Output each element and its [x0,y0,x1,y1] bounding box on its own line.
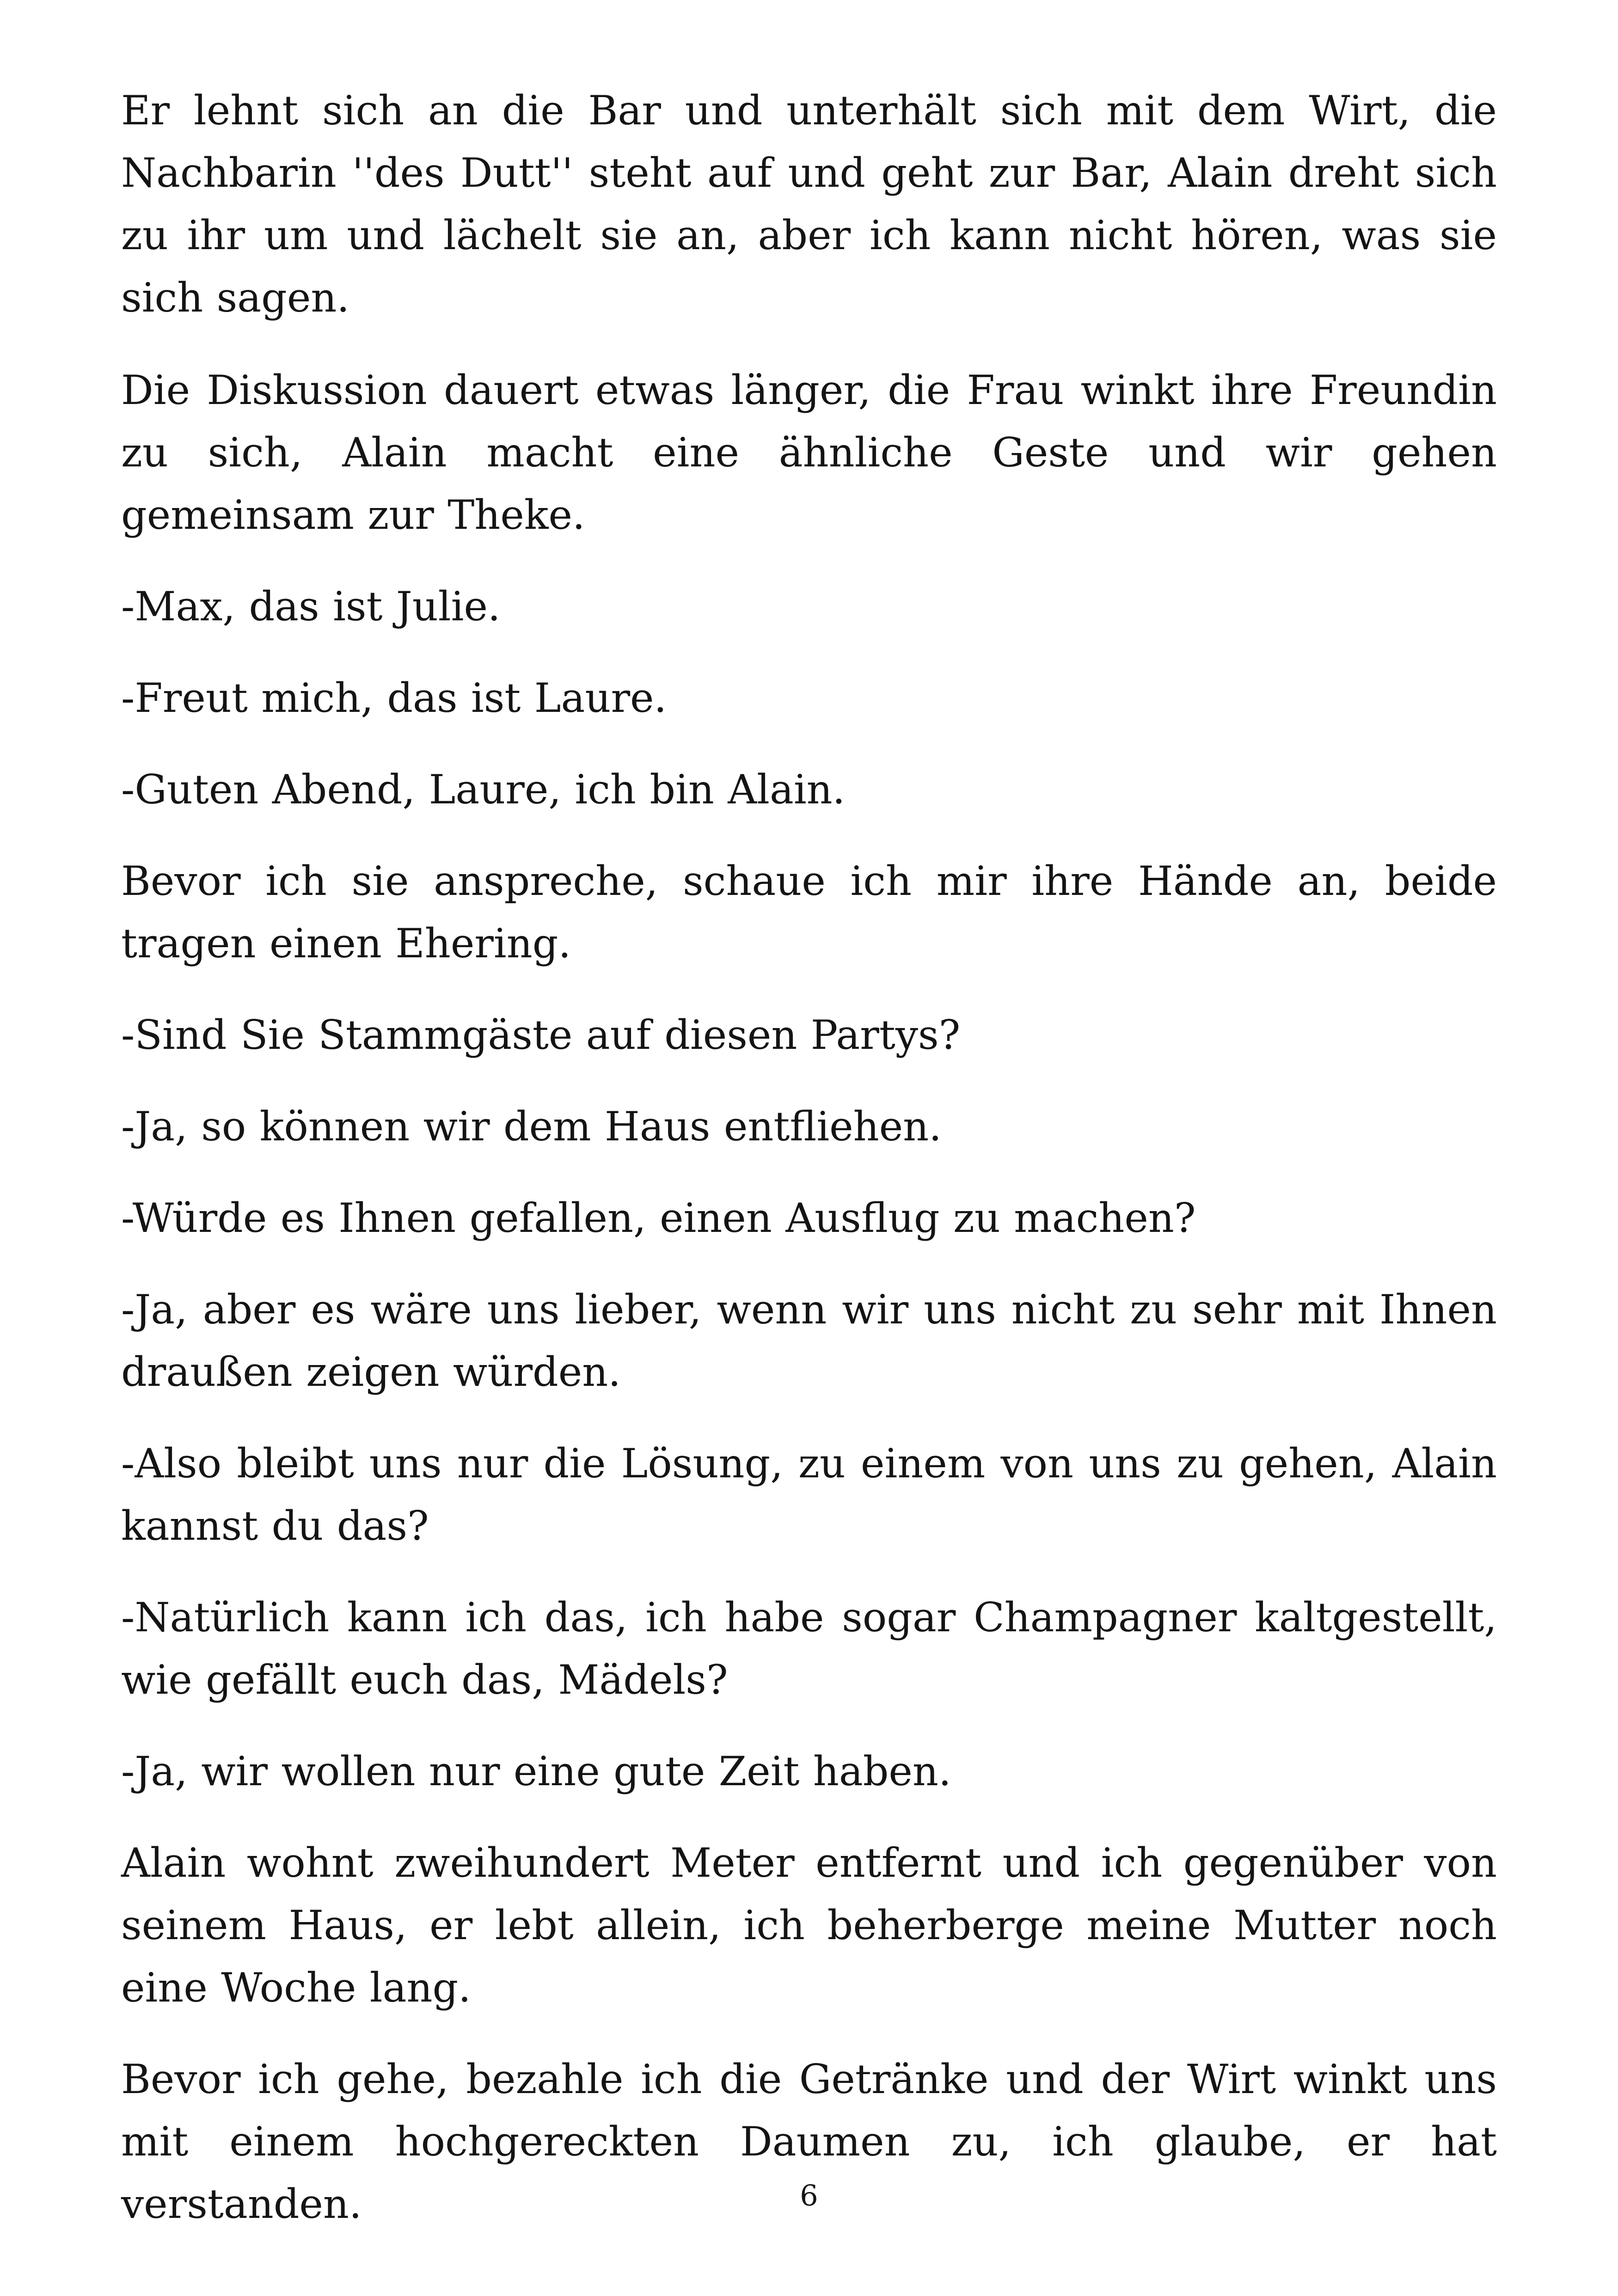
paragraph: Bevor ich gehe, bezahle ich die Getränke und der Wirt winkt uns mit einem hochgereckten Daumen zu, ich glaube, er hat verstanden. [121,2056,1497,2228]
document-body [121,80,1497,2235]
dialogue-line: -Also bleibt uns nur die Lösung, zu einem von uns zu gehen, Alain kannst du das? [121,1440,1497,1549]
dialogue-line: -Ja, aber es wäre uns lieber, wenn wir uns nicht zu sehr mit Ihnen draußen zeigen würden. [121,1286,1497,1396]
dialogue-line: -Max, das ist Julie. [121,583,501,630]
dialogue-line: -Natürlich kann ich das, ich habe sogar Champagner kaltgestellt, wie gefällt euch das, Mädels? [121,1594,1497,1703]
paragraph: Er lehnt sich an die Bar und unterhält sich mit dem Wirt, die Nachbarin ''des Dutt'' steht auf und geht zur Bar, Alain dreht sich zu ihr um und lächelt sie an, aber ich kann nicht hören, was sie sich sagen. [121,87,1497,321]
paragraph: Bevor ich sie anspreche, schaue ich mir ihre Hände an, beide tragen einen Ehering. [121,857,1497,967]
dialogue-line: -Ja, wir wollen nur eine gute Zeit haben. [121,1748,951,1795]
dialogue-line: -Freut mich, das ist Laure. [121,674,667,722]
dialogue-line: -Sind Sie Stammgäste auf diesen Partys? [121,1011,961,1059]
dialogue-line: -Würde es Ihnen gefallen, einen Ausflug zu machen? [121,1194,1196,1242]
dialogue-line: -Ja, so können wir dem Haus entfliehen. [121,1103,942,1150]
dialogue-line: -Guten Abend, Laure, ich bin Alain. [121,766,846,813]
paragraph: Die Diskussion dauert etwas länger, die Frau winkt ihre Freundin zu sich, Alain macht eine ähnliche Geste und wir gehen gemeinsam zur Theke. [121,367,1497,539]
page-number: 6 [800,2179,818,2212]
paragraph: Alain wohnt zweihundert Meter entfernt und ich gegenüber von seinem Haus, er lebt allein, ich beherberge meine Mutter noch eine Woche lang. [121,1839,1497,2011]
